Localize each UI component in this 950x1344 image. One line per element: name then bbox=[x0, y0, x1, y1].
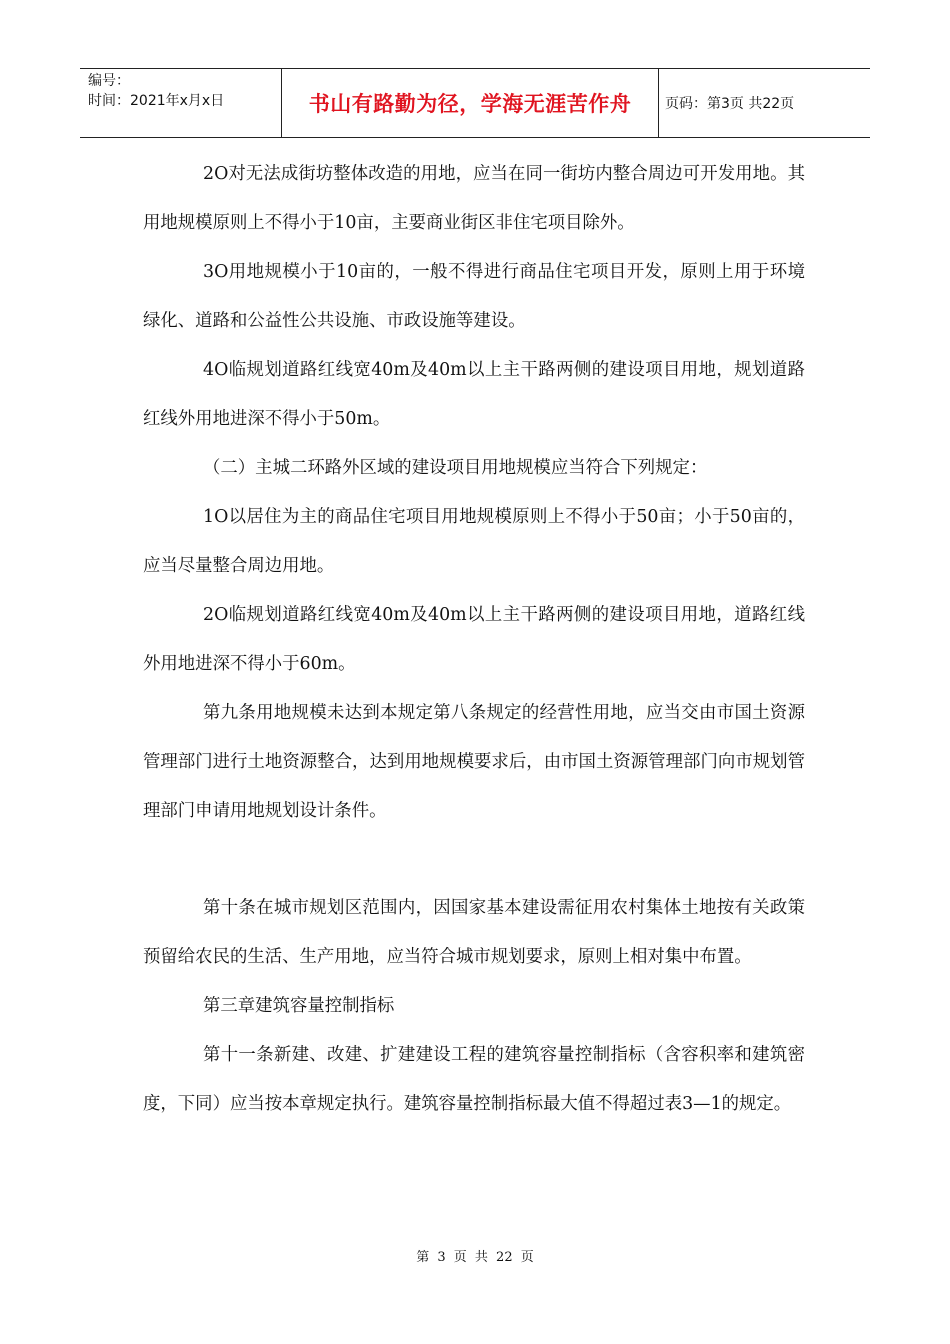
chapter-heading: 第三章建筑容量控制指标 bbox=[203, 996, 395, 1016]
paragraph: 2O对无法成街坊整体改造的用地，应当在同一街坊内整合周边可开发用地。其用地规模原则上不得小于10亩，主要商业街区非住宅项目除外。 bbox=[143, 164, 805, 233]
header-meta bbox=[80, 69, 282, 137]
header-motto: 书山有路勤为径，学海无涯苦作舟 bbox=[308, 92, 632, 116]
paragraph: 第十一条新建、改建、扩建建设工程的建筑容量控制指标（含容积率和建筑密度，下同）应当按本章规定执行。建筑容量控制指标最大值不得超过表3—1的规定。 bbox=[143, 1045, 805, 1114]
document-body bbox=[143, 150, 805, 1129]
paragraph: 4O临规划道路红线宽40m及40m以上主干路两侧的建设项目用地，规划道路红线外用地进深不得小于50m。 bbox=[143, 360, 805, 429]
paragraph: 2O临规划道路红线宽40m及40m以上主干路两侧的建设项目用地，道路红线外用地进深不得小于60m。 bbox=[143, 605, 805, 674]
page-header bbox=[80, 68, 870, 138]
paragraph: 第十条在城市规划区范围内，因国家基本建设需征用农村集体土地按有关政策预留给农民的生活、生产用地，应当符合城市规划要求，原则上相对集中布置。 bbox=[143, 898, 805, 967]
header-page-info: 页码：第3页 共22页 bbox=[665, 96, 795, 112]
header-motto-cell bbox=[282, 69, 659, 137]
document-number-label: 编号： bbox=[88, 73, 130, 89]
paragraph: 1O以居住为主的商品住宅项目用地规模原则上不得小于50亩；小于50亩的，应当尽量整合周边用地。 bbox=[143, 507, 805, 576]
document-time-label: 时间：2021年x月x日 bbox=[88, 93, 225, 109]
paragraph: （二）主城二环路外区域的建设项目用地规模应当符合下列规定： bbox=[203, 458, 708, 478]
paragraph: 3O用地规模小于10亩的，一般不得进行商品住宅项目开发，原则上用于环境绿化、道路和公益性公共设施、市政设施等建设。 bbox=[143, 262, 805, 331]
paragraph-gap bbox=[143, 836, 805, 884]
paragraph: 第九条用地规模未达到本规定第八条规定的经营性用地，应当交由市国土资源管理部门进行土地资源整合，达到用地规模要求后，由市国土资源管理部门向市规划管理部门申请用地规划设计条件。 bbox=[143, 703, 805, 821]
page-footer: 第 3 页 共 22 页 bbox=[416, 1250, 534, 1265]
